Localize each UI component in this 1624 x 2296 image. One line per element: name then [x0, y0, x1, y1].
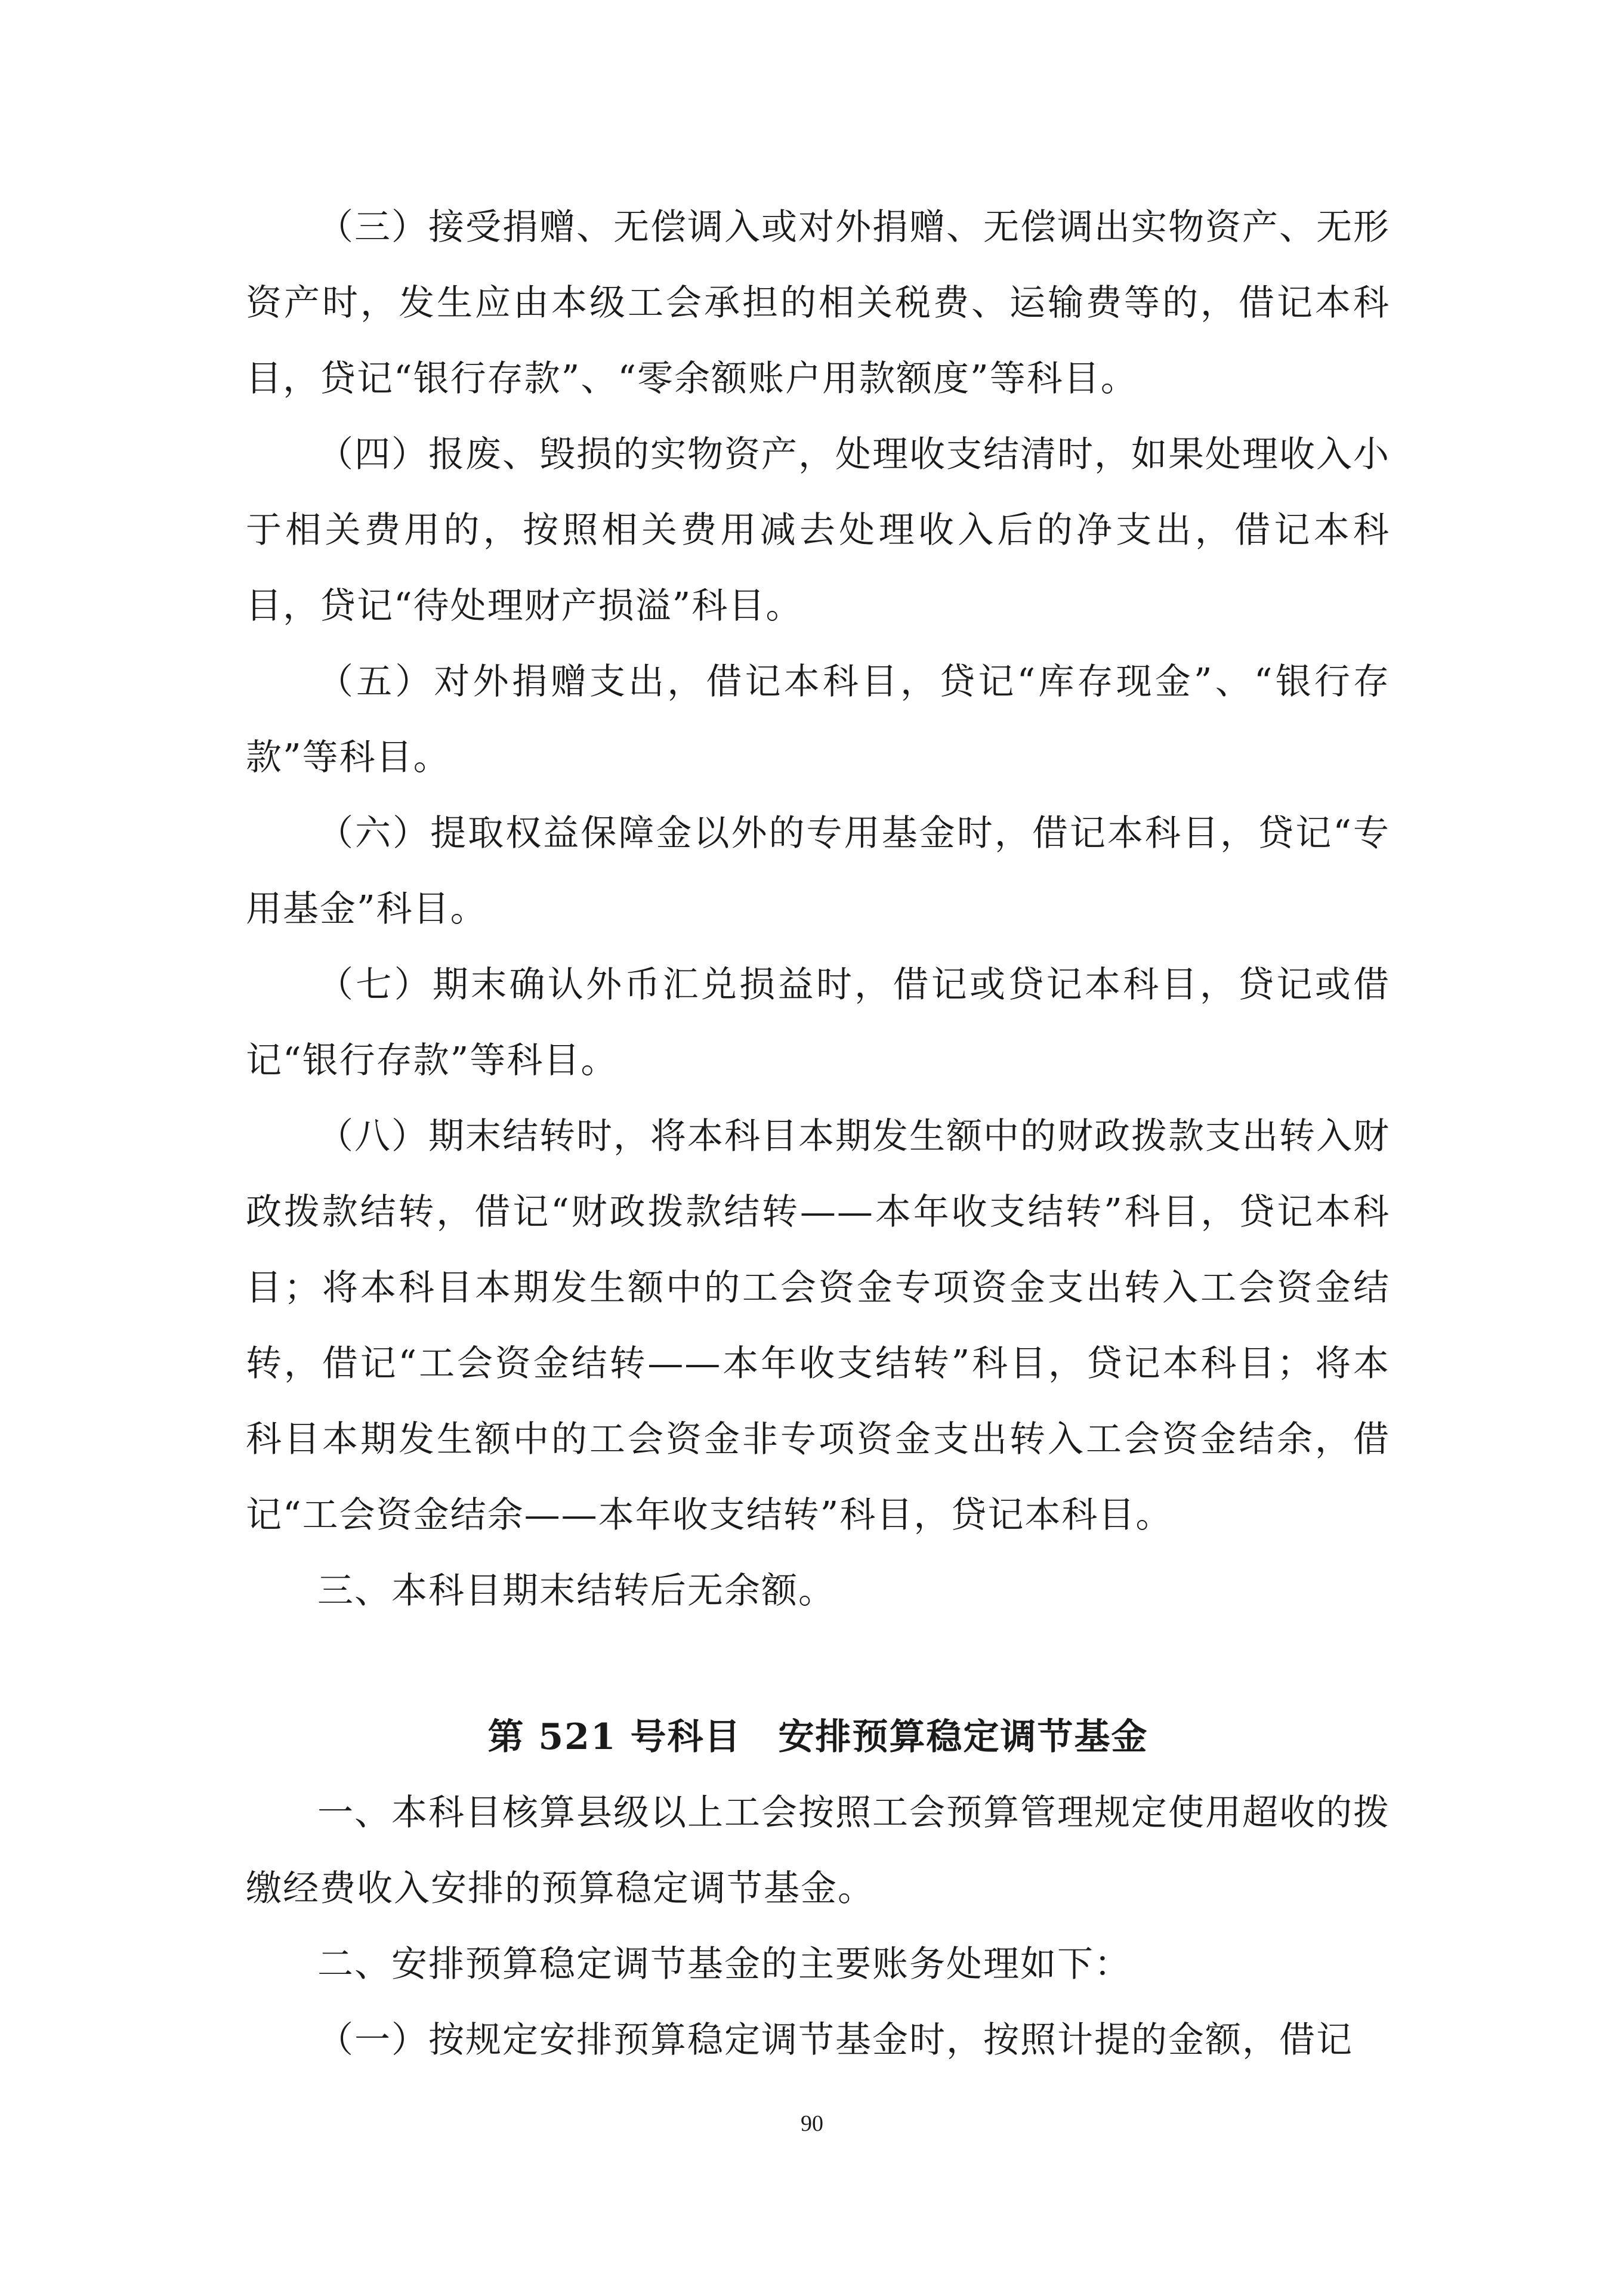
paragraph-8: （八）期末结转时，将本科目本期发生额中的财政拨款支出转入财政拨款结转，借记“财政拨款结转——本年收支结转”科目，贷记本科目；将本科目本期发生额中的工会资金专项资金支出转入工会资金结转，借记“工会资金结转——本年收支结转”科目，贷记本科目；将本科目本期发生额中的工会资金非专项资金支出转入工会资金结余，借记“工会资金结余——本年收支结转”科目，贷记本科目。	[246, 1115, 1390, 1536]
paragraph-6: （六）提取权益保障金以外的专用基金时，借记本科目，贷记“专用基金”科目。	[246, 812, 1390, 930]
paragraph-7: （七）期末确认外币汇兑损益时，借记或贷记本科目，贷记或借记“银行存款”等科目。	[246, 964, 1390, 1081]
section-heading: 第 521 号科目 安排预算稳定调节基金	[487, 1716, 1148, 1758]
paragraph-scope: 一、本科目核算县级以上工会按照工会预算管理规定使用超收的拨缴经费收入安排的预算稳定调节基金。	[246, 1792, 1390, 1909]
page-number: 90	[801, 2111, 823, 2136]
paragraph-3: （三）接受捐赠、无偿调入或对外捐赠、无偿调出实物资产、无形资产时，发生应由本级工会承担的相关税费、运输费等的，借记本科目，贷记“银行存款”、“零余额账户用款额度”等科目。	[246, 206, 1390, 400]
paragraph-entry-1: （一）按规定安排预算稳定调节基金时，按照计提的金额，借记	[317, 2019, 1353, 2061]
body-text	[246, 190, 1390, 2078]
paragraph-5: （五）对外捐赠支出，借记本科目，贷记“库存现金”、“银行存款”等科目。	[246, 661, 1390, 778]
paragraph-no-balance: 三、本科目期末结转后无余额。	[317, 1570, 835, 1612]
paragraph-main-entries: 二、安排预算稳定调节基金的主要账务处理如下：	[317, 1943, 1131, 1985]
paragraph-4: （四）报废、毁损的实物资产，处理收支结清时，如果处理收入小于相关费用的，按照相关费用减去处理收入后的净支出，借记本科目，贷记“待处理财产损溢”科目。	[246, 434, 1390, 627]
